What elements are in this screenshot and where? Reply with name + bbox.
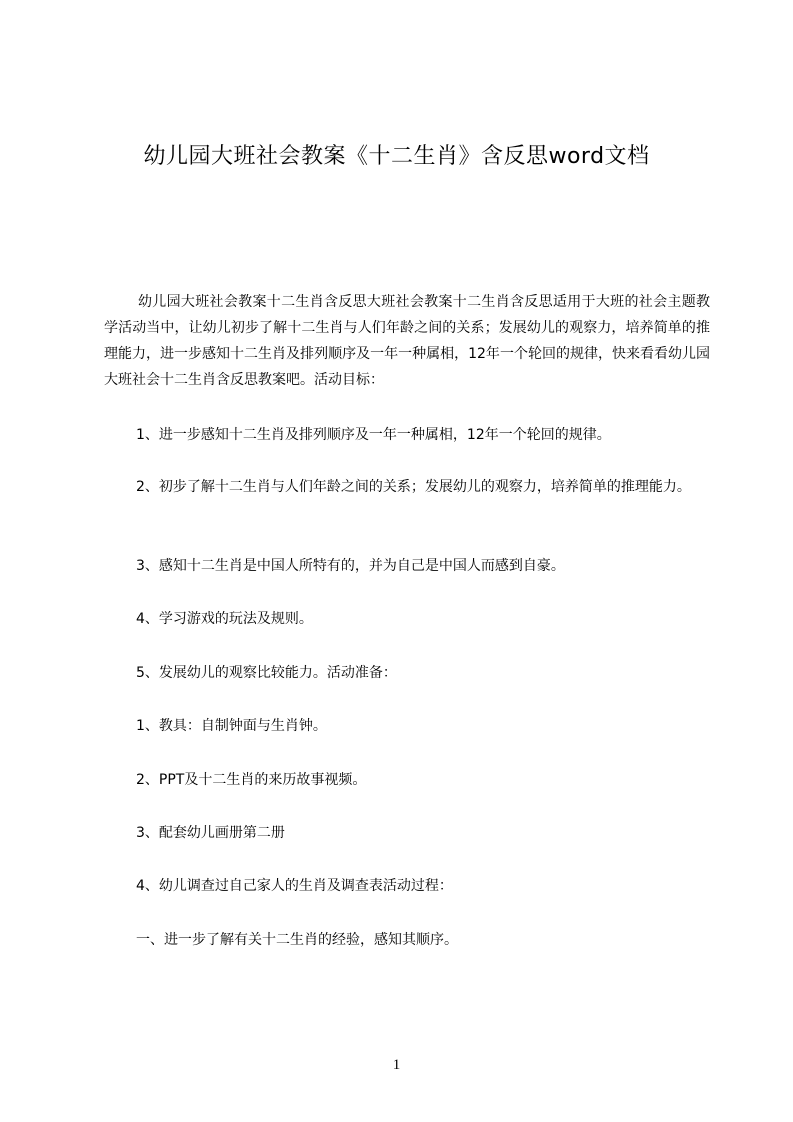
- intro-paragraph: 幼儿园大班社会教案十二生肖含反思大班社会教案十二生肖含反思适用于大班的社会主题教学活动当中，让幼儿初步了解十二生肖与人们年龄之间的关系；发展幼儿的观察力，培养简单的推理能力，进一步感知十二生肖及排列顺序及一年一种属相，12年一个轮回的规律，快来看看幼儿园大班社会十二生肖含反思教案吧。活动目标：: [104, 294, 710, 388]
- goal-item-1: 1、进一步感知十二生肖及排列顺序及一年一种属相，12年一个轮回的规律。: [136, 427, 611, 443]
- document-title: 幼儿园大班社会教案《十二生肖》含反思word文档: [143, 144, 650, 169]
- prep-item-1: 1、教具：自制钟面与生肖钟。: [136, 718, 327, 734]
- goal-item-4: 4、学习游戏的玩法及规则。: [136, 611, 313, 627]
- prep-item-4: 4、幼儿调查过自己家人的生肖及调查表活动过程：: [136, 878, 453, 894]
- goal-item-2: 2、初步了解十二生肖与人们年龄之间的关系；发展幼儿的观察力，培养简单的推理能力。: [136, 479, 691, 495]
- prep-item-2: 2、PPT及十二生肖的来历故事视频。: [136, 772, 367, 788]
- goal-item-5: 5、发展幼儿的观察比较能力。活动准备：: [136, 665, 397, 681]
- prep-item-3: 3、配套幼儿画册第二册: [136, 825, 285, 841]
- goal-item-3: 3、感知十二生肖是中国人所特有的，并为自己是中国人而感到自豪。: [136, 558, 565, 574]
- process-heading-1: 一、进一步了解有关十二生肖的经验，感知其顺序。: [136, 932, 458, 948]
- page-number: 1: [392, 1057, 401, 1073]
